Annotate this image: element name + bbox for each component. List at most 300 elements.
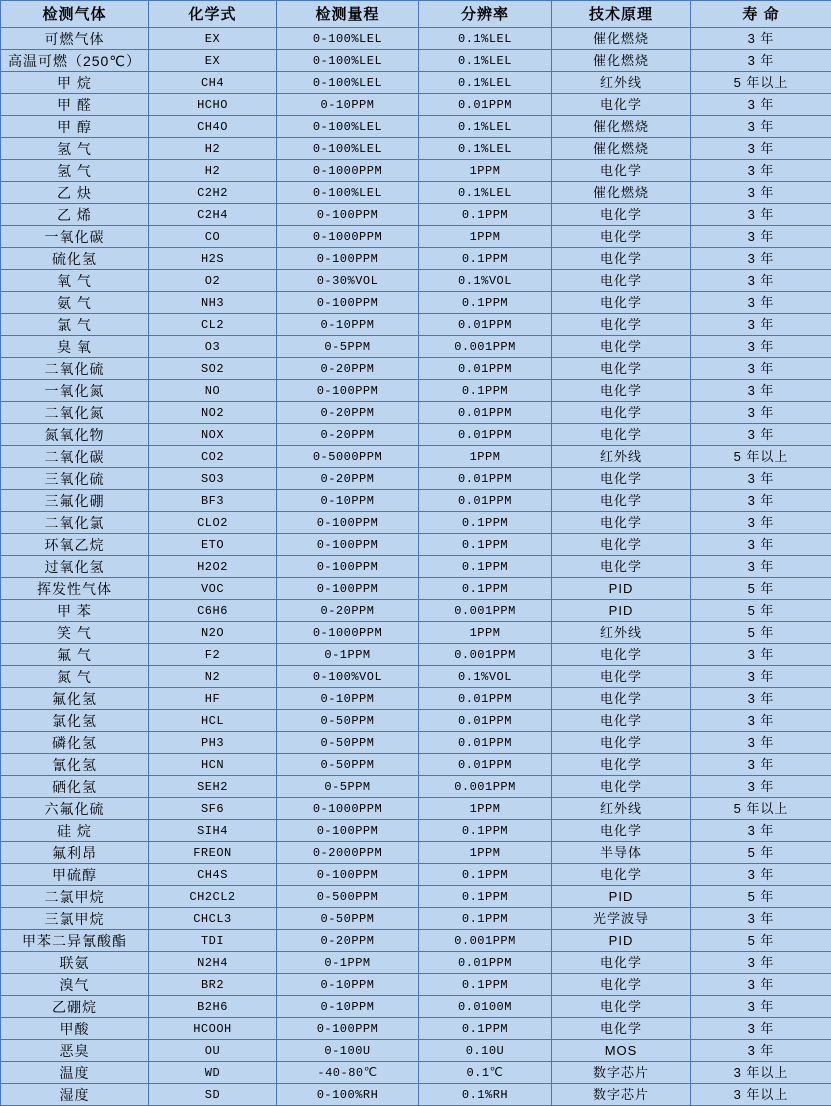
table-row	[1, 270, 831, 292]
table-row	[1, 578, 831, 600]
cell-formula: SO3	[149, 468, 277, 490]
cell-resolution: 1PPM	[419, 798, 552, 820]
cell-lifetime: 3 年	[691, 248, 831, 270]
cell-resolution: 0.1PPM	[419, 204, 552, 226]
cell-lifetime: 5 年	[691, 930, 831, 952]
cell-gas: 甲 醇	[1, 116, 149, 138]
column-header-lifetime: 寿 命	[691, 1, 831, 28]
cell-lifetime: 3 年	[691, 1018, 831, 1040]
cell-resolution: 0.1PPM	[419, 908, 552, 930]
cell-resolution: 0.1%LEL	[419, 50, 552, 72]
cell-formula: BF3	[149, 490, 277, 512]
table-row	[1, 820, 831, 842]
cell-gas: 氢 气	[1, 160, 149, 182]
cell-range: 0-1000PPM	[277, 226, 419, 248]
cell-principle: PID	[552, 930, 691, 952]
table-row	[1, 1040, 831, 1062]
cell-range: 0-50PPM	[277, 908, 419, 930]
table-row	[1, 534, 831, 556]
table-row	[1, 94, 831, 116]
cell-range: 0-100PPM	[277, 534, 419, 556]
cell-principle: 电化学	[552, 666, 691, 688]
cell-range: 0-20PPM	[277, 468, 419, 490]
cell-lifetime: 3 年	[691, 292, 831, 314]
cell-resolution: 0.1PPM	[419, 534, 552, 556]
cell-gas: 硅 烷	[1, 820, 149, 842]
cell-range: 0-1000PPM	[277, 160, 419, 182]
cell-gas: 挥发性气体	[1, 578, 149, 600]
cell-formula: HCL	[149, 710, 277, 732]
cell-lifetime: 3 年	[691, 116, 831, 138]
cell-lifetime: 3 年	[691, 754, 831, 776]
cell-gas: 氟化氢	[1, 688, 149, 710]
cell-lifetime: 3 年	[691, 776, 831, 798]
cell-gas: 甲苯二异氰酸酯	[1, 930, 149, 952]
cell-principle: 催化燃烧	[552, 28, 691, 50]
table-row	[1, 644, 831, 666]
cell-range: 0-100%LEL	[277, 116, 419, 138]
cell-principle: 电化学	[552, 94, 691, 116]
table-row	[1, 732, 831, 754]
cell-formula: B2H6	[149, 996, 277, 1018]
cell-resolution: 0.001PPM	[419, 776, 552, 798]
cell-resolution: 0.1%LEL	[419, 138, 552, 160]
cell-formula: CH2CL2	[149, 886, 277, 908]
cell-principle: 电化学	[552, 358, 691, 380]
cell-range: 0-100%LEL	[277, 50, 419, 72]
cell-gas: 一氧化碳	[1, 226, 149, 248]
cell-lifetime: 3 年	[691, 952, 831, 974]
cell-resolution: 0.1PPM	[419, 1018, 552, 1040]
cell-resolution: 0.01PPM	[419, 424, 552, 446]
cell-resolution: 0.1%RH	[419, 1084, 552, 1106]
table-row	[1, 886, 831, 908]
table-row	[1, 930, 831, 952]
cell-range: 0-20PPM	[277, 402, 419, 424]
cell-principle: 电化学	[552, 270, 691, 292]
table-row	[1, 226, 831, 248]
cell-formula: C2H2	[149, 182, 277, 204]
cell-gas: 氟利昂	[1, 842, 149, 864]
cell-range: 0-100PPM	[277, 204, 419, 226]
cell-principle: 电化学	[552, 754, 691, 776]
cell-lifetime: 3 年	[691, 314, 831, 336]
cell-formula: VOC	[149, 578, 277, 600]
cell-principle: 电化学	[552, 468, 691, 490]
table-row	[1, 952, 831, 974]
table-row	[1, 446, 831, 468]
cell-principle: 电化学	[552, 248, 691, 270]
table-row	[1, 600, 831, 622]
cell-gas: 二氧化氯	[1, 512, 149, 534]
cell-gas: 甲 苯	[1, 600, 149, 622]
cell-formula: N2	[149, 666, 277, 688]
cell-gas: 氧 气	[1, 270, 149, 292]
cell-lifetime: 3 年以上	[691, 1062, 831, 1084]
cell-formula: HCN	[149, 754, 277, 776]
cell-resolution: 0.0100M	[419, 996, 552, 1018]
cell-gas: 氮氧化物	[1, 424, 149, 446]
cell-range: 0-100PPM	[277, 820, 419, 842]
cell-range: 0-100PPM	[277, 380, 419, 402]
cell-formula: SEH2	[149, 776, 277, 798]
table-body	[1, 28, 831, 1106]
cell-formula: SD	[149, 1084, 277, 1106]
cell-resolution: 0.01PPM	[419, 314, 552, 336]
cell-principle: 电化学	[552, 776, 691, 798]
cell-principle: 红外线	[552, 798, 691, 820]
cell-range: 0-100%LEL	[277, 182, 419, 204]
cell-resolution: 0.01PPM	[419, 402, 552, 424]
cell-resolution: 1PPM	[419, 842, 552, 864]
table-row	[1, 556, 831, 578]
cell-range: 0-100U	[277, 1040, 419, 1062]
cell-resolution: 1PPM	[419, 226, 552, 248]
cell-lifetime: 3 年	[691, 50, 831, 72]
cell-formula: CH4	[149, 72, 277, 94]
cell-lifetime: 3 年	[691, 182, 831, 204]
cell-principle: 电化学	[552, 336, 691, 358]
cell-range: 0-100PPM	[277, 1018, 419, 1040]
cell-lifetime: 3 年	[691, 226, 831, 248]
column-header-gas: 检测气体	[1, 1, 149, 28]
cell-gas: 过氧化氢	[1, 556, 149, 578]
cell-resolution: 0.1PPM	[419, 820, 552, 842]
cell-lifetime: 3 年	[691, 336, 831, 358]
cell-principle: 数字芯片	[552, 1062, 691, 1084]
cell-lifetime: 5 年	[691, 578, 831, 600]
cell-formula: H2O2	[149, 556, 277, 578]
cell-range: 0-10PPM	[277, 974, 419, 996]
cell-gas: 恶臭	[1, 1040, 149, 1062]
cell-range: 0-50PPM	[277, 710, 419, 732]
cell-principle: 电化学	[552, 644, 691, 666]
cell-resolution: 0.01PPM	[419, 688, 552, 710]
cell-lifetime: 3 年	[691, 490, 831, 512]
cell-range: 0-20PPM	[277, 600, 419, 622]
cell-range: 0-1PPM	[277, 644, 419, 666]
cell-gas: 溴气	[1, 974, 149, 996]
cell-gas: 二氧化碳	[1, 446, 149, 468]
cell-resolution: 0.1PPM	[419, 380, 552, 402]
cell-principle: 电化学	[552, 424, 691, 446]
table-row	[1, 666, 831, 688]
cell-formula: F2	[149, 644, 277, 666]
cell-principle: 催化燃烧	[552, 138, 691, 160]
cell-principle: 电化学	[552, 204, 691, 226]
cell-resolution: 0.1%LEL	[419, 182, 552, 204]
cell-gas: 氢 气	[1, 138, 149, 160]
cell-lifetime: 3 年	[691, 160, 831, 182]
cell-range: 0-5PPM	[277, 776, 419, 798]
cell-lifetime: 5 年	[691, 842, 831, 864]
cell-gas: 氰化氢	[1, 754, 149, 776]
cell-range: 0-1000PPM	[277, 622, 419, 644]
cell-formula: CLO2	[149, 512, 277, 534]
cell-principle: 电化学	[552, 314, 691, 336]
cell-gas: 甲酸	[1, 1018, 149, 1040]
cell-range: 0-5PPM	[277, 336, 419, 358]
cell-resolution: 0.1%VOL	[419, 270, 552, 292]
cell-resolution: 0.1PPM	[419, 974, 552, 996]
cell-principle: 电化学	[552, 226, 691, 248]
table-row	[1, 50, 831, 72]
cell-lifetime: 5 年	[691, 622, 831, 644]
cell-gas: 硫化氢	[1, 248, 149, 270]
cell-principle: 红外线	[552, 72, 691, 94]
cell-principle: 红外线	[552, 446, 691, 468]
cell-formula: OU	[149, 1040, 277, 1062]
cell-formula: CO	[149, 226, 277, 248]
cell-principle: 电化学	[552, 380, 691, 402]
cell-range: 0-100%LEL	[277, 28, 419, 50]
cell-formula: PH3	[149, 732, 277, 754]
cell-formula: H2S	[149, 248, 277, 270]
column-header-resolution: 分辨率	[419, 1, 552, 28]
cell-range: 0-100PPM	[277, 292, 419, 314]
cell-principle: 数字芯片	[552, 1084, 691, 1106]
cell-resolution: 0.1PPM	[419, 512, 552, 534]
table-row	[1, 402, 831, 424]
cell-lifetime: 3 年	[691, 204, 831, 226]
cell-range: 0-20PPM	[277, 930, 419, 952]
cell-resolution: 0.1PPM	[419, 248, 552, 270]
cell-range: 0-10PPM	[277, 94, 419, 116]
cell-formula: NO2	[149, 402, 277, 424]
cell-lifetime: 3 年	[691, 270, 831, 292]
cell-resolution: 0.10U	[419, 1040, 552, 1062]
cell-gas: 氨 气	[1, 292, 149, 314]
table-row	[1, 710, 831, 732]
cell-range: 0-50PPM	[277, 754, 419, 776]
table-row	[1, 1018, 831, 1040]
cell-formula: HCOOH	[149, 1018, 277, 1040]
table-row	[1, 116, 831, 138]
cell-formula: H2	[149, 138, 277, 160]
table-row	[1, 908, 831, 930]
cell-formula: EX	[149, 28, 277, 50]
table-row	[1, 182, 831, 204]
cell-lifetime: 3 年	[691, 1040, 831, 1062]
cell-principle: 电化学	[552, 996, 691, 1018]
cell-principle: 电化学	[552, 556, 691, 578]
cell-range: 0-2000PPM	[277, 842, 419, 864]
cell-lifetime: 3 年	[691, 820, 831, 842]
table-header-row	[1, 1, 831, 28]
cell-lifetime: 3 年	[691, 688, 831, 710]
cell-range: 0-100PPM	[277, 512, 419, 534]
cell-resolution: 0.001PPM	[419, 644, 552, 666]
table-row	[1, 864, 831, 886]
cell-resolution: 0.01PPM	[419, 710, 552, 732]
cell-principle: 电化学	[552, 402, 691, 424]
table-row	[1, 72, 831, 94]
table-row	[1, 512, 831, 534]
cell-gas: 乙硼烷	[1, 996, 149, 1018]
cell-principle: 电化学	[552, 1018, 691, 1040]
cell-formula: NH3	[149, 292, 277, 314]
cell-range: 0-100%LEL	[277, 72, 419, 94]
cell-gas: 联氨	[1, 952, 149, 974]
cell-gas: 三氯甲烷	[1, 908, 149, 930]
cell-formula: H2	[149, 160, 277, 182]
cell-gas: 一氧化氮	[1, 380, 149, 402]
cell-lifetime: 3 年	[691, 380, 831, 402]
cell-range: 0-100%LEL	[277, 138, 419, 160]
cell-lifetime: 5 年以上	[691, 72, 831, 94]
cell-formula: O3	[149, 336, 277, 358]
cell-lifetime: 3 年	[691, 974, 831, 996]
cell-resolution: 0.1PPM	[419, 556, 552, 578]
cell-lifetime: 3 年	[691, 424, 831, 446]
cell-range: 0-10PPM	[277, 996, 419, 1018]
cell-range: 0-20PPM	[277, 424, 419, 446]
cell-range: 0-1000PPM	[277, 798, 419, 820]
cell-lifetime: 3 年	[691, 996, 831, 1018]
cell-formula: CH4S	[149, 864, 277, 886]
cell-gas: 环氧乙烷	[1, 534, 149, 556]
cell-resolution: 0.01PPM	[419, 754, 552, 776]
cell-principle: 电化学	[552, 160, 691, 182]
cell-range: 0-500PPM	[277, 886, 419, 908]
table-row	[1, 1084, 831, 1106]
cell-lifetime: 3 年	[691, 864, 831, 886]
cell-lifetime: 3 年	[691, 556, 831, 578]
table-row	[1, 776, 831, 798]
cell-range: 0-1PPM	[277, 952, 419, 974]
table-row	[1, 28, 831, 50]
cell-principle: 电化学	[552, 688, 691, 710]
cell-gas: 乙 烯	[1, 204, 149, 226]
cell-principle: 催化燃烧	[552, 182, 691, 204]
cell-gas: 三氧化硫	[1, 468, 149, 490]
cell-formula: BR2	[149, 974, 277, 996]
cell-lifetime: 5 年以上	[691, 446, 831, 468]
cell-gas: 硒化氢	[1, 776, 149, 798]
cell-resolution: 1PPM	[419, 160, 552, 182]
cell-range: 0-10PPM	[277, 490, 419, 512]
cell-gas: 二氧化氮	[1, 402, 149, 424]
cell-principle: PID	[552, 578, 691, 600]
cell-lifetime: 3 年	[691, 908, 831, 930]
table-row	[1, 314, 831, 336]
table-row	[1, 468, 831, 490]
cell-formula: SIH4	[149, 820, 277, 842]
table-row	[1, 688, 831, 710]
cell-formula: SO2	[149, 358, 277, 380]
cell-range: 0-100PPM	[277, 578, 419, 600]
cell-resolution: 0.001PPM	[419, 930, 552, 952]
cell-formula: HCHO	[149, 94, 277, 116]
cell-range: 0-20PPM	[277, 358, 419, 380]
cell-lifetime: 3 年	[691, 402, 831, 424]
cell-gas: 高温可燃（250℃）	[1, 50, 149, 72]
cell-range: 0-10PPM	[277, 314, 419, 336]
cell-formula: NO	[149, 380, 277, 402]
cell-lifetime: 5 年	[691, 600, 831, 622]
cell-principle: PID	[552, 600, 691, 622]
cell-resolution: 0.1℃	[419, 1062, 552, 1084]
cell-formula: N2O	[149, 622, 277, 644]
cell-formula: N2H4	[149, 952, 277, 974]
cell-gas: 甲 醛	[1, 94, 149, 116]
cell-principle: 电化学	[552, 864, 691, 886]
cell-resolution: 0.001PPM	[419, 600, 552, 622]
cell-principle: 催化燃烧	[552, 50, 691, 72]
table-row	[1, 1062, 831, 1084]
cell-resolution: 1PPM	[419, 622, 552, 644]
cell-gas: 湿度	[1, 1084, 149, 1106]
cell-range: 0-5000PPM	[277, 446, 419, 468]
cell-lifetime: 3 年	[691, 710, 831, 732]
cell-lifetime: 3 年	[691, 94, 831, 116]
table-row	[1, 424, 831, 446]
cell-resolution: 0.1%LEL	[419, 28, 552, 50]
cell-principle: 电化学	[552, 974, 691, 996]
table-row	[1, 138, 831, 160]
table-row	[1, 622, 831, 644]
cell-resolution: 0.01PPM	[419, 490, 552, 512]
table-row	[1, 248, 831, 270]
cell-principle: 电化学	[552, 952, 691, 974]
cell-formula: NOX	[149, 424, 277, 446]
cell-gas: 三氟化硼	[1, 490, 149, 512]
table-row	[1, 336, 831, 358]
cell-formula: C2H4	[149, 204, 277, 226]
cell-resolution: 0.01PPM	[419, 94, 552, 116]
cell-lifetime: 3 年	[691, 644, 831, 666]
cell-resolution: 0.1PPM	[419, 578, 552, 600]
cell-gas: 磷化氢	[1, 732, 149, 754]
cell-lifetime: 3 年以上	[691, 1084, 831, 1106]
cell-formula: CL2	[149, 314, 277, 336]
cell-range: 0-100%VOL	[277, 666, 419, 688]
cell-formula: O2	[149, 270, 277, 292]
cell-range: 0-10PPM	[277, 688, 419, 710]
table-row	[1, 160, 831, 182]
cell-formula: EX	[149, 50, 277, 72]
table-header	[1, 1, 831, 28]
cell-lifetime: 5 年以上	[691, 798, 831, 820]
cell-lifetime: 3 年	[691, 28, 831, 50]
cell-gas: 二氧化硫	[1, 358, 149, 380]
cell-principle: 催化燃烧	[552, 116, 691, 138]
table-row	[1, 292, 831, 314]
cell-formula: C6H6	[149, 600, 277, 622]
cell-gas: 温度	[1, 1062, 149, 1084]
column-header-formula: 化学式	[149, 1, 277, 28]
cell-resolution: 0.1PPM	[419, 886, 552, 908]
table-row	[1, 358, 831, 380]
cell-gas: 氯 气	[1, 314, 149, 336]
cell-resolution: 0.001PPM	[419, 336, 552, 358]
column-header-range: 检测量程	[277, 1, 419, 28]
table-row	[1, 842, 831, 864]
cell-gas: 六氟化硫	[1, 798, 149, 820]
cell-resolution: 0.01PPM	[419, 468, 552, 490]
cell-resolution: 0.1%VOL	[419, 666, 552, 688]
cell-principle: 电化学	[552, 732, 691, 754]
cell-resolution: 1PPM	[419, 446, 552, 468]
cell-gas: 二氯甲烷	[1, 886, 149, 908]
cell-principle: 光学波导	[552, 908, 691, 930]
cell-gas: 臭 氧	[1, 336, 149, 358]
cell-principle: 电化学	[552, 292, 691, 314]
cell-gas: 乙 炔	[1, 182, 149, 204]
cell-formula: ETO	[149, 534, 277, 556]
cell-range: 0-100PPM	[277, 248, 419, 270]
table-row	[1, 996, 831, 1018]
